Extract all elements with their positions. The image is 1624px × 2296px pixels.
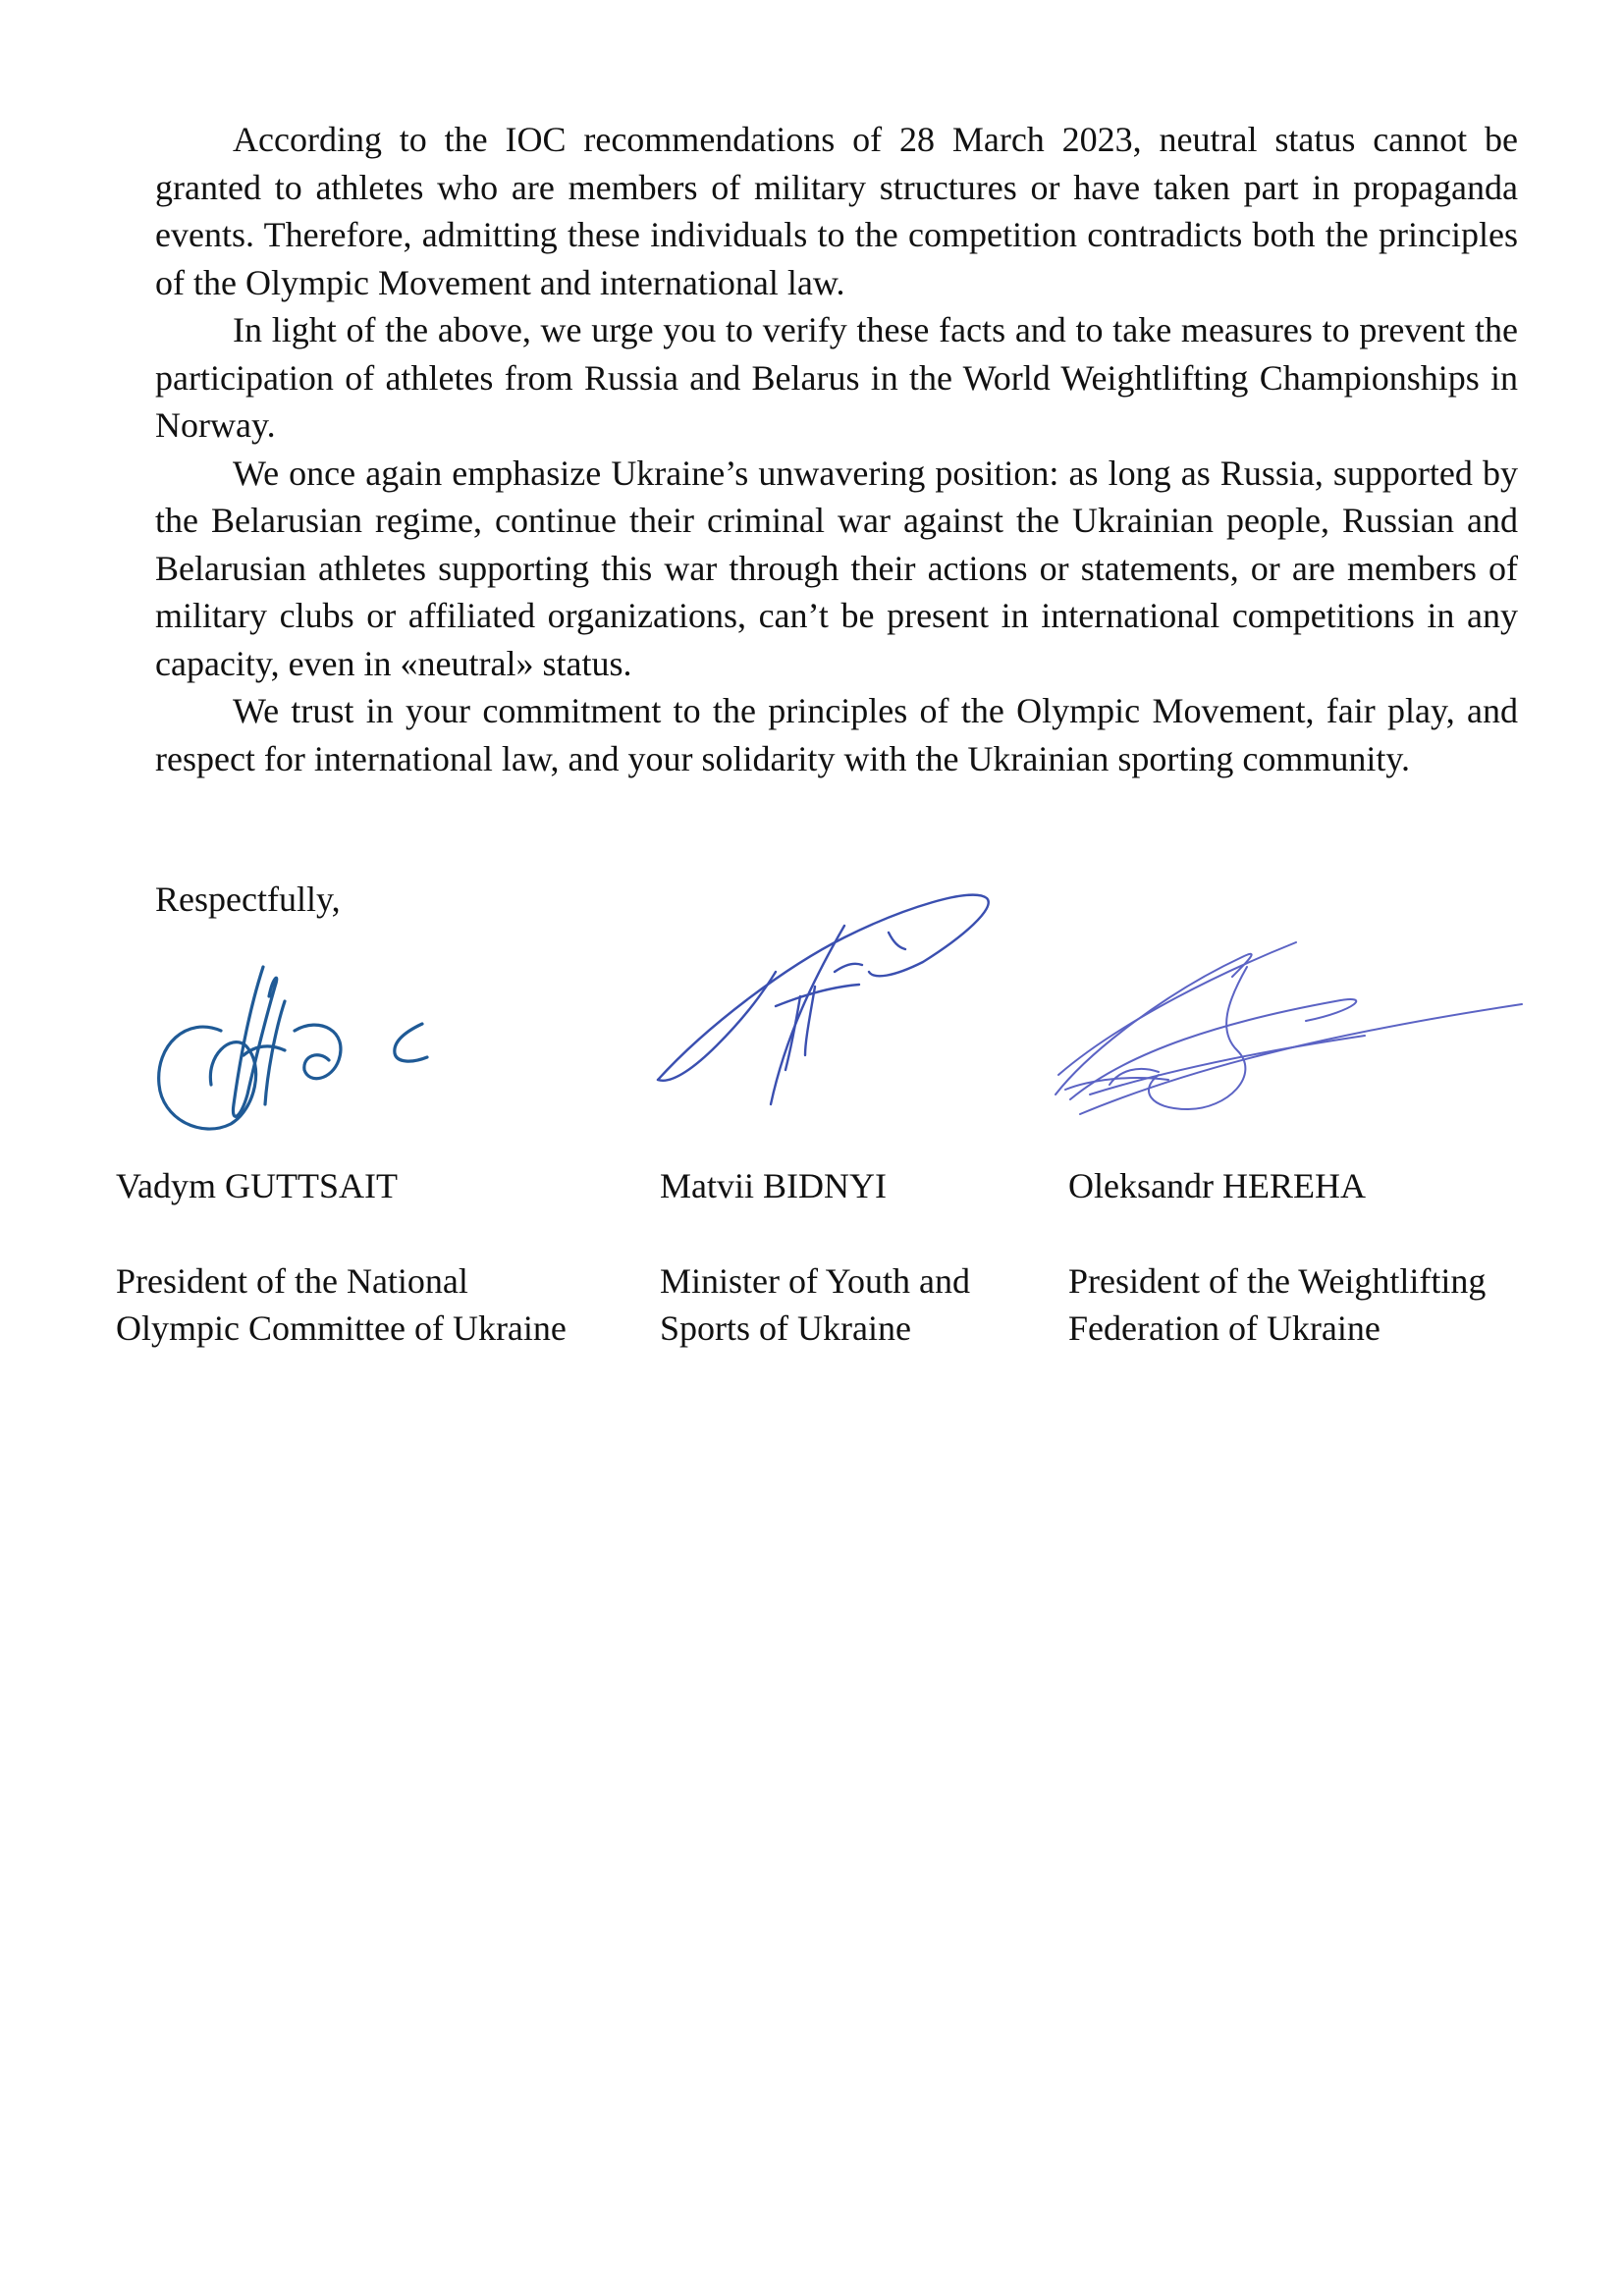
signature-hereha	[1051, 903, 1542, 1129]
signatory-role-line-2: Sports of Ukraine	[660, 1308, 911, 1348]
signatory-role-line-1: President of the National	[116, 1261, 468, 1301]
signatory-name: Vadym GUTTSAIT	[116, 1166, 398, 1205]
letter-body	[155, 116, 1518, 782]
signatory-role-line-2: Federation of Ukraine	[1068, 1308, 1380, 1348]
signatory-role-line-1: Minister of Youth and	[660, 1261, 971, 1301]
signature-bidnyi	[648, 879, 1001, 1124]
signatory-name: Matvii BIDNYI	[660, 1166, 887, 1205]
signatory-hereha	[1068, 1162, 1486, 1352]
paragraph-trust-commitment: We trust in your commitment to the principles of the Olympic Movement, fair play, and respect for international law, and your solidarity with the Ukrainian sporting community.	[155, 691, 1518, 778]
paragraph-request-measures: In light of the above, we urge you to verify these facts and to take measures to prevent the participation of athletes from Russia and Belarus in the World Weightlifting Championships in Norway.	[155, 310, 1518, 445]
signature-guttsait	[147, 947, 452, 1153]
closing-salutation: Respectfully,	[155, 880, 341, 919]
signatory-name: Oleksandr HEREHA	[1068, 1166, 1366, 1205]
signatory-role-line-1: President of the Weightlifting	[1068, 1261, 1487, 1301]
signatory-bidnyi	[660, 1162, 970, 1352]
signatory-guttsait	[116, 1162, 567, 1352]
paragraph-ioc-recommendations: According to the IOC recommendations of 28 March 2023, neutral status cannot be granted to athletes who are members of military structures or have taken part in propaganda events. Therefore, admitting these individuals to the competition contradicts both the principles of the Olympic Movement and international law.	[155, 120, 1518, 302]
paragraph-ukraine-position: We once again emphasize Ukraine’s unwavering position: as long as Russia, supported by the Belarusian regime, continue their criminal war against the Ukrainian people, Russian and Belarusian athletes supporting this war through their actions or statements, or are members of military clubs or affiliated organizations, can’t be present in international competitions in any capacity, even in «neutral» status.	[155, 453, 1518, 683]
signatory-role-line-2: Olympic Committee of Ukraine	[116, 1308, 567, 1348]
